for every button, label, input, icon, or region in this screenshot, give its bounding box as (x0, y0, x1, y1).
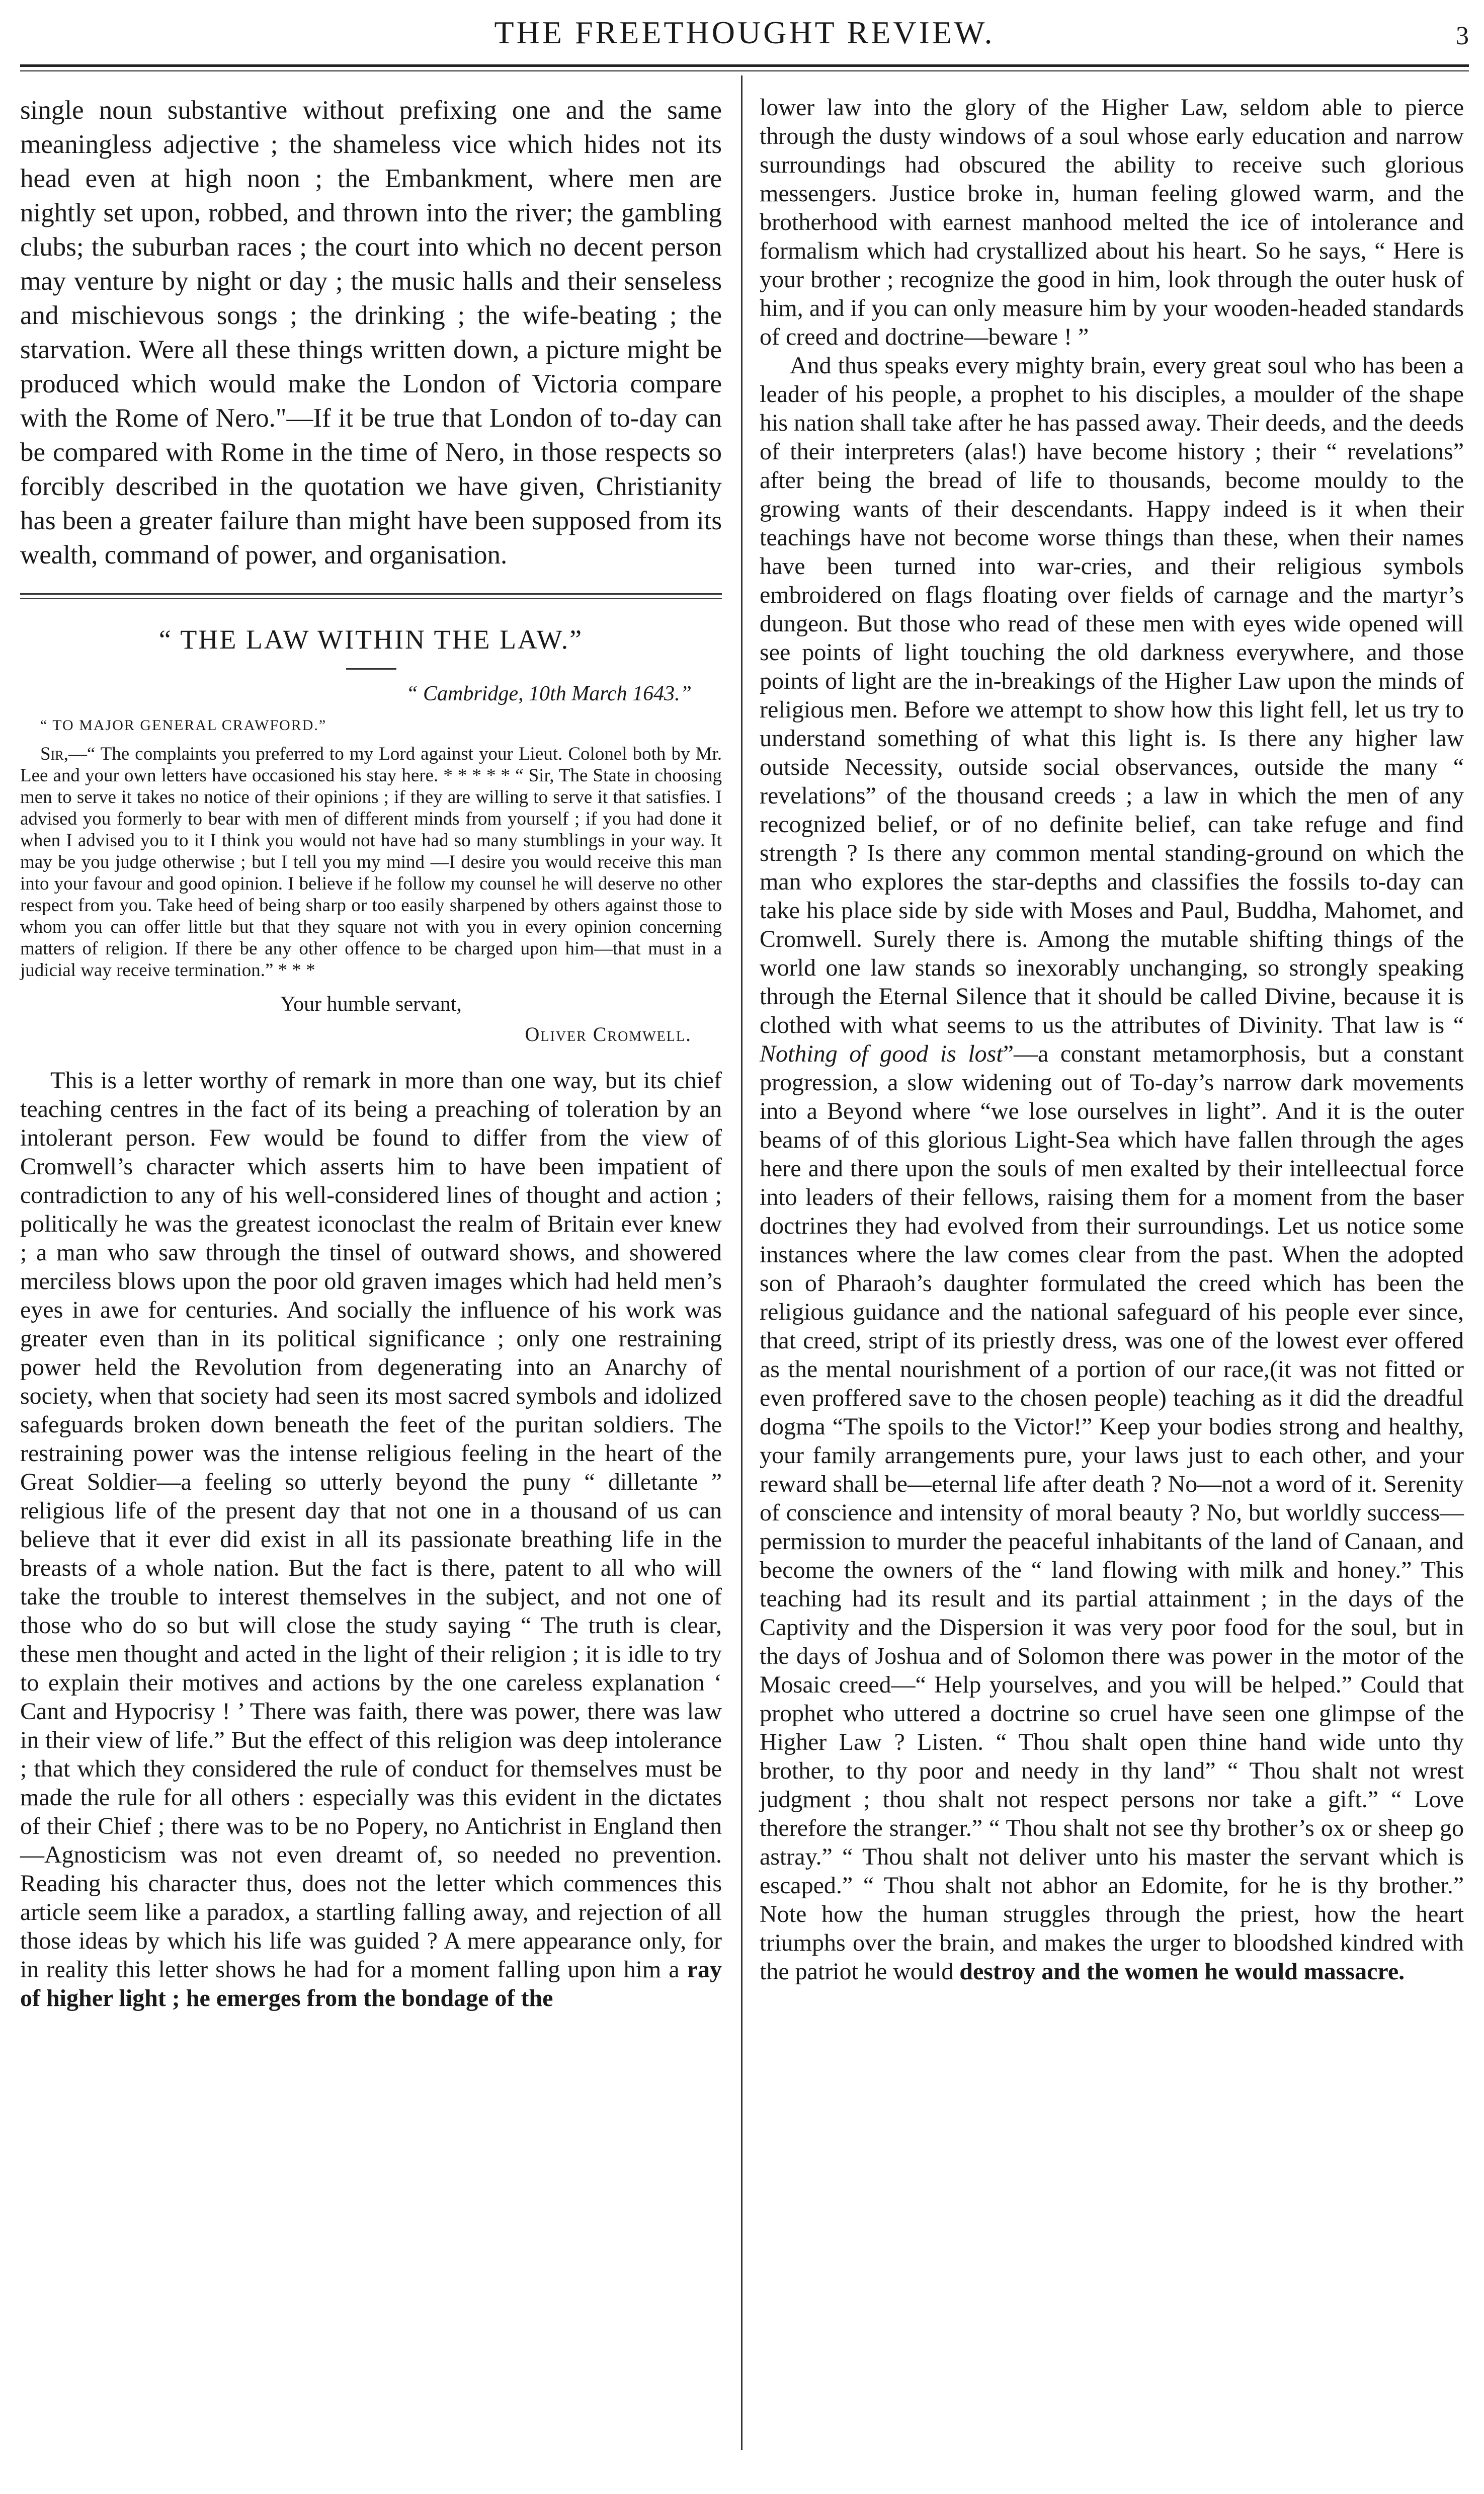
page-number: 3 (1456, 22, 1469, 50)
paragraph-italic-phrase: Nothing of good is lost (760, 1040, 1003, 1067)
letter-text: —“ The complaints you preferred to my Lord against your Lieut. Colonel both by Mr. Lee and your own letters have occasioned his stay here. * * * * * “ Sir, The State in choosing men to serve it takes no notice of their opinions ; if they are willing to serve it that satisfies. I advised you formerly to bear with men of different minds from yourself ; if you had done it when I advised you to it I think you would not have had so many stumblings in your way. It may be you judge otherwise ; but I tell you my mind —I desire you would receive this man into your favour and good opinion. I believe if he follow my counsel he will deserve no other respect from you. Take heed of being sharp or too easily sharpened by others against those to whom you can offer little but that they square not with you in every opinion concerning matters of religion. If there be any other offence to be charged upon him—that must in a judicial way receive termination.” * * * (20, 744, 722, 981)
paragraph-bold-end: destroy and the women he would massacre. (959, 1958, 1405, 1985)
column-divider (741, 75, 743, 2450)
header-rule (20, 64, 1469, 67)
article-paragraph-right (760, 351, 1464, 1986)
journal-title: THE FREETHOUGHT REVIEW. (494, 15, 995, 50)
right-column (760, 93, 1464, 1986)
left-column (20, 93, 722, 2013)
paragraph-text-b: ”—a constant metamorphosis, but a constant progression, a slow widening out of To-day’s narrow dark movements into a Beyond where “we lose ourselves in light”. And it is the outer beams of of this glorious Light-Sea which have fallen through the ages here and there upon the souls of men exalted by their intelleectual force into leaders of their fellows, raising them for a moment from the baser doctrines they had evolved from their surroundings. Let us notice some instances where the law comes clear from the past. When the adopted son of Pharaoh’s daughter formulated the creed which has been the religious guidance and the national safeguard of his people ever since, that creed, stript of its priestly dress, was one of the lowest ever offered as the mental nourishment of a portion of our race,(it was not fitted or even proffered save to the chosen people) teaching as it did the dreadful dogma “The spoils to the Victor!” Keep your bodies strong and healthy, your family arrangements pure, your laws just to each other, and your reward shall be—eternal life after death ? No—not a word of it. Serenity of conscience and intensity of moral beauty ? No, but worldly success—permission to murder the peaceful inhabitants of the land of Canaan, and become the owners of the “ land flowing with milk and honey.” This teaching had its result and its partial attainment ; in the days of the Captivity and the Dispersion it was very poor food for the soul, but in the days of Joshua and of Solomon there was power in the motor of the Mosaic creed—“ Help yourselves, and you will be helped.” Could that prophet who uttered a doctrine so cruel have seen one glimpse of the Higher Law ? Listen. “ Thou shalt open thine hand wide unto thy brother, to thy poor and needy in thy land” “ Thou shalt not wrest judgment ; thou shalt not respect persons nor take a gift.” “ Love therefore the stranger.” “ Thou shalt not see thy brother’s ox or sheep go astray.” “ Thou shalt not deliver unto his master the servant which is escaped.” “ Thou shalt not abhor an Edomite, for he is thy brother.” Note how the human struggles through the priest, how the heart triumphs over the brain, and makes the urger to bloodshed kindred with the patriot he would (760, 1040, 1464, 1985)
article-title: “ THE LAW WITHIN THE LAW.” (158, 624, 584, 655)
section-rule-thin (20, 598, 722, 599)
letter-addressee: “ TO MAJOR GENERAL CRAWFORD.” (40, 717, 327, 734)
letter-dateline: “ Cambridge, 10th March 1643.” (406, 682, 692, 705)
article-paragraph (20, 1066, 722, 2013)
continued-paragraph-right: lower law into the glory of the Higher Law, seldom able to pierce through the dusty windows of a soul whose early education and narrow surroundings had obscured the ability to receive such glorious messengers. Justice broke in, human feeling glowed warm, and the brotherhood with earnest manhood melted the ice of intolerance and formalism which had crystallized about his heart. So he says, “ Here is your brother ; recognize the good in him, look through the outer husk of him, and if you can only measure him by your wooden-headed standards of creed and doctrine—beware ! ” (760, 94, 1464, 350)
letter-body (20, 743, 722, 981)
running-head (20, 0, 1469, 60)
continued-paragraph: single noun substantive without prefixing one and the same meaningless adjective ; the shameless vice which hides not its head even at high noon ; the Embankment, where men are nightly set upon, robbed, and thrown into the river; the gambling clubs; the suburban races ; the court into which no decent person may venture by night or day ; the music halls and their senseless and mischievous songs ; the drinking ; the wife-beating ; the starvation. Were all these things written down, a picture might be produced which would make the London of Victoria compare with the Rome of Nero."—If it be true that London of to-day can be compared with Rome in the time of Nero, in those respects so forcibly described in the quotation we have given, Christianity has been a greater failure than might have been supposed from its wealth, command of power, and organisation. (20, 96, 722, 570)
letter-signature: Oliver Cromwell. (525, 1023, 692, 1045)
title-dash (346, 668, 396, 670)
article-paragraph-text: This is a letter worthy of remark in more than one way, but its chief teaching centres in the fact of its being a preaching of toleration by an intolerant person. Few would be found to differ from the view of Cromwell’s character which asserts him to have been impatient of contradiction to any of his well-considered lines of thought and action ; politically he was the greatest iconoclast the realm of Britain ever knew ; a man who saw through the tinsel of outward shows, and showered merciless blows upon the poor old graven images which had held men’s eyes in awe for centuries. And socially the influence of his work was greater even than in its political significance ; only one restraining power held the Revolution from degenerating into an Anarchy of society, when that society had seen its most sacred symbols and idolized safeguards broken down beneath the feet of the puritan soldiers. The restraining power was the intense religious feeling in the heart of the Great Soldier—a feeling so utterly beyond the puny “ dilletante ” religious life of the present day that not one in a thousand of us can believe that it ever did exist in all its passionate breathing life in the breasts of a whole nation. But the fact is there, patent to all who will take the trouble to interest themselves in the subject, and not one of those who do so but will close the study saying “ The truth is clear, these men thought and acted in the light of their religion ; it is idle to try to explain their motives and actions by the one careless explanation ‘ Cant and Hypocrisy ! ’ There was faith, there was power, there was law in their view of life.” But the effect of this religion was deep intolerance ; that which they considered the rule of conduct for themselves must be made the rule for all others : especially was this evident in the dictates of their Chief ; there was to be no Popery, no Antichrist in England then—Agnosticism was not even dreamt of, so needed no prevention. Reading his character thus, does not the letter which commences this article seem like a paradox, a startling falling away, and rejection of all those ideas by which his life was guided ? A mere appearance only, for in reality this letter shows he had for a moment falling upon him a (20, 1067, 722, 1983)
paragraph-text-a: And thus speaks every mighty brain, every great soul who has been a leader of his people, a prophet to his disciples, a moulder of the shape his nation shall take after he has passed away. Their deeds, and the deeds of their interpreters (alas!) have become history ; their “ revelations” after being the bread of life to thousands, become mouldy to the growing wants of their descendants. Happy indeed is it when their teachings have not become worse things than these, when their names have been turned into war-cries, and their religious symbols embroidered on flags floating over fields of carnage and the martyr’s dungeon. But those who read of these men with eyes wide opened will see points of light touching the old darkness everywhere, and those points of light are the in-breakings of the Higher Law upon the minds of religious men. Before we attempt to show how this light fell, let us try to understand something of what this light is. Is there any higher law outside Necessity, outside social observances, outside the many “ revelations” of the thousand creeds ; a law in which the men of any recognized belief, or of no definite belief, can take refuge and find strength ? Is there any common mental standing-ground on which the man who explores the star-depths and classifies the fossils to-day can take his place side by side with Moses and Paul, Buddha, Mahomet, and Cromwell. Surely there is. Among the mutable shifting things of the world one law stands so inexorably unchanging, so strongly speaking through the Eternal Silence that it should be called Divine, because it is clothed with what seems to us the attributes of Divinity. That law is “ (760, 352, 1464, 1038)
section-rule (20, 593, 722, 595)
header-rule-thin (20, 70, 1469, 71)
letter-salutation: Sir, (40, 744, 68, 764)
article-paragraph-bold-end: ray of higher light ; he emerges from the bondage of the (20, 1956, 722, 2012)
letter-closing: Your humble servant, (280, 993, 462, 1016)
